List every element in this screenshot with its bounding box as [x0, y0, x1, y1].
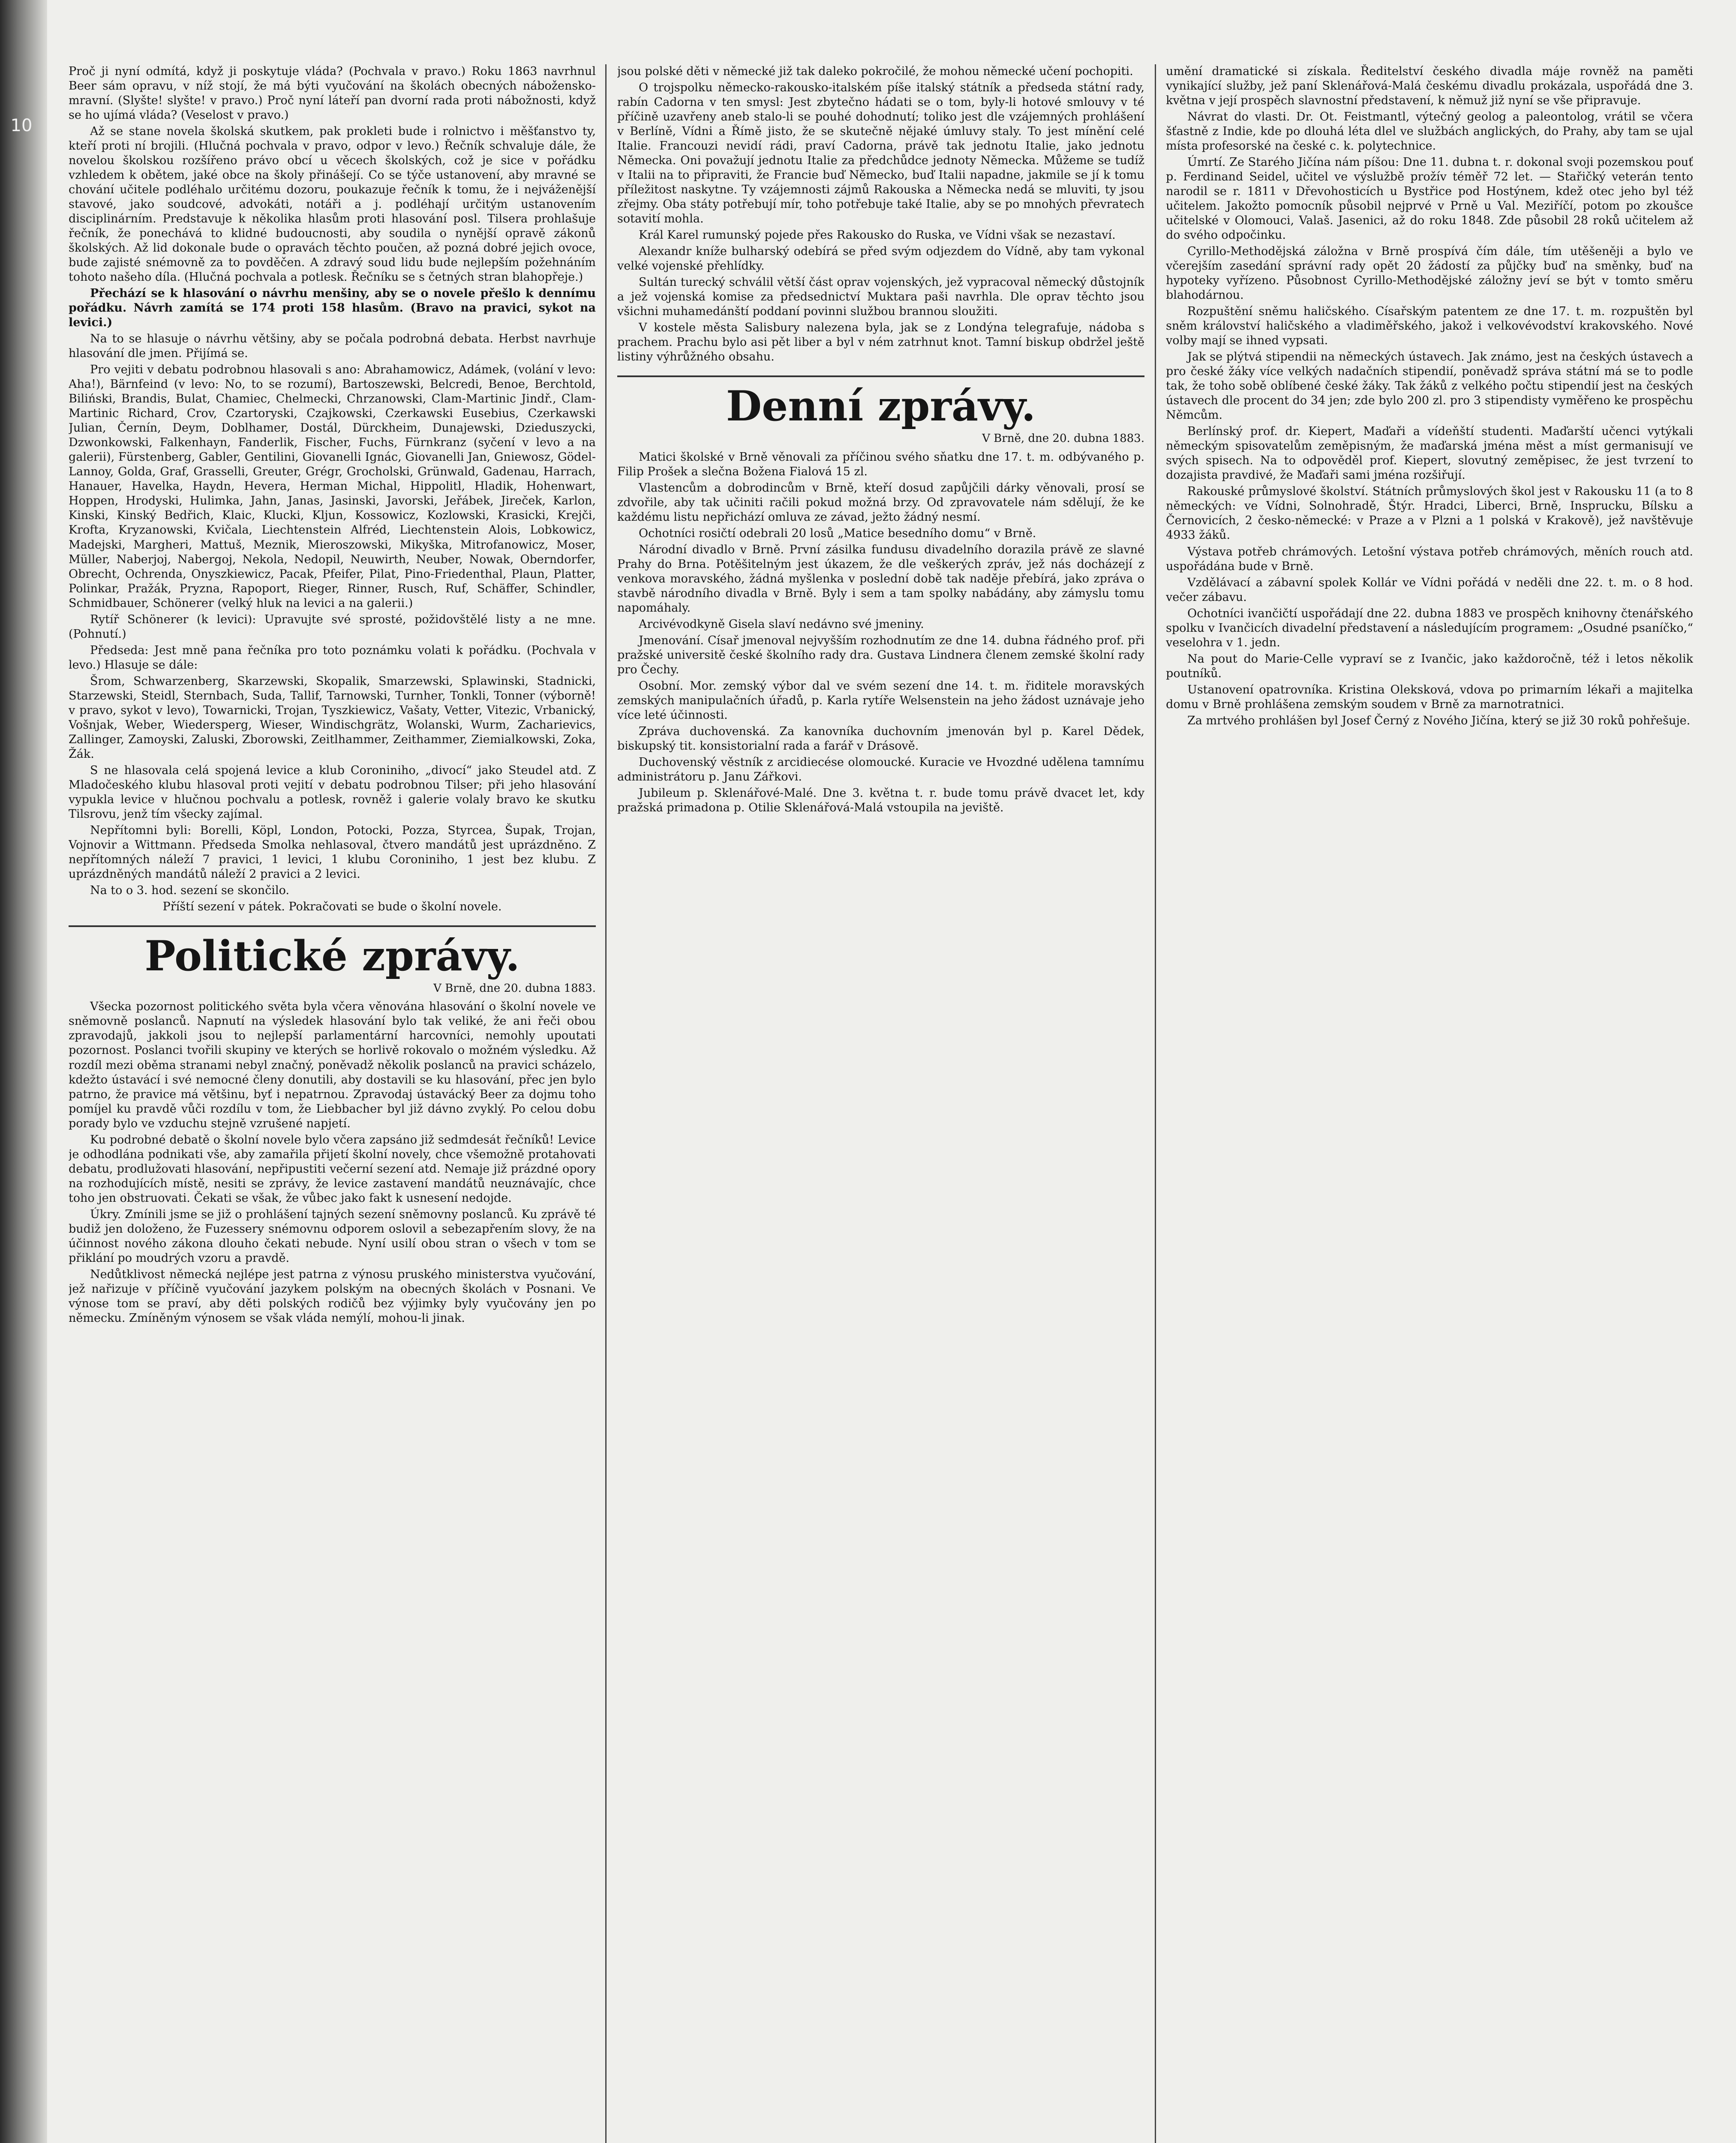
paragraph: Až se stane novela školská skutkem, pak prokleti bude i rolnictvo i měšťanstvo ty, kteří proti ní brojili. (Hlučná pochvala v pravo, odpor v levo.) Řečník schvaluje dále, že novelou školskou rozšířeno právo obcí u věcech školských, což je sice v pořádku vzhledem k obětem, jaké obce na školy přinášejí. Co se týče ustanovení, aby mravné se chování učitele podléhalo určitému dozoru, poukazuje řečník k tomu, že i nejváženější stavové, jako soudcové, advokáti, notáři a j. podléhají určitým ustanovením disciplinárním. Predstavuje k několika hlasům proti hlasování posl. Tilsera prohlašuje řečník, že ponechává to klidné budoucnosti, aby soudila o nynější opravě zákonů školských. Až lid dokonale bude o opravách těchto poučen, až pozná dobré jejich ovoce, bude zajisté snémovně za to povděčen. A zdravý soud lidu bude nejlepším požehnáním tohoto našeho díla. (Hlučná pochvala a potlesk. Řečníku se s četných stran blahopřeje.) — [69, 125, 596, 284]
paragraph: Na pout do Marie-Celle vypraví se z Ivančic, jako každoročně, též i letos několik poutníků. — [1166, 652, 1693, 680]
paragraph: Osobní. Mor. zemský výbor dal ve svém sezení dne 14. t. m. řiditele moravských zemských manipulačních úřadů, p. Karla rytíře Welsenstein na jeho žádost uznávaje jeho více leté účinnosti. — [617, 679, 1144, 722]
paragraph: Předseda: Jest mně pana řečníka pro toto poznámku volati k pořádku. (Pochvala v levo.) Hlasuje se dále: — [69, 643, 596, 672]
section-heading: Politické zprávy. — [69, 925, 596, 978]
paragraph: umění dramatické si získala. Ředitelství českého divadla máje rovněž na paměti vynikající služby, jež paní Sklenářová-Malá českému divadlu prokázala, uspořádá dne 3. května v její prospěch slavnostní představení, k němuž již nyní se vše připravuje. — [1166, 65, 1693, 108]
paragraph: Jubileum p. Sklenářové-Malé. Dne 3. května t. r. bude tomu právě dvacet let, kdy pražská primadona p. Otilie Sklenářová-Malá vstoupila na jeviště. — [617, 786, 1144, 815]
paragraph: Berlínský prof. dr. Kiepert, Maďaři a vídeňští studenti. Maďarští učenci vytýkali německým spisovatelům zeměpisným, že maďarská jména měst a míst germanisují ve svých spisech. Na to odpověděl prof. Kiepert, slovutný zeměpisec, že jest tvrzení to dozajista pravdivé, že Maďaři sami jména rozšiřují. — [1166, 425, 1693, 482]
paragraph: Šrom, Schwarzenberg, Skarzewski, Skopalik, Smarzewski, Splawinski, Stadnicki, Starzewski, Steidl, Sternbach, Suda, Tallif, Tarnowski, Turnher, Tonkli, Tonner (výborně! v pravo, sykot v levo), Towarnicki, Trojan, Tyszkiewicz, Vašaty, Vetter, Vitezic, Vrbanický, Vošnjak, Weber, Wiedersperg, Wieser, Windischgrätz, Wolanski, Wurm, Zacharievics, Zallinger, Zamoyski, Zaluski, Zborowski, Zeitlhammer, Zeithammer, Ziemialkowski, Zoka, Žák. — [69, 674, 596, 761]
paragraph: Jak se plýtvá stipendii na německých ústavech. Jak známo, jest na českých ústavech a pro české žáky více velkých nadačních stipendií, poněvadž správa státní má se to podle tak, že toho sobě oblíbené české žáky. Tak žáků z velkého počtu stipendií jest na českých ústavech dle procent do 34 jen; zde bylo 200 zl. pro 3 stipendisty vyměřeno ke prospěchu Němcům. — [1166, 350, 1693, 422]
paragraph: jsou polské děti v německé již tak daleko pokročilé, že mohou německé učení pochopiti. — [617, 65, 1133, 78]
paragraph: Král Karel rumunský pojede přes Rakousko do Ruska, ve Vídni však se nezastaví. — [639, 228, 1116, 242]
paragraph: Úkry. Zmínili jsme se již o prohlášení tajných sezení sněmovny poslanců. Ku zprávě té budiž jen doloženo, že Fuzessery snémovnu odporem oslovil a sebezapřením slovy, že na účinnost nového zákona dlouho čekati nebude. Nyní usilí obou stran o všech v tom se přiklání po moudrých vzoru a pravdě. — [69, 1207, 596, 1265]
paragraph: Ustanovení opatrovníka. Kristina Oleksková, vdova po primarním lékaři a majitelka domu v Brně prohlášena zemským soudem v Brně za marnotratnici. — [1166, 683, 1693, 711]
paragraph: Rytíř Schönerer (k levici): Upravujte své sprosté, požidovštělé listy a ne mne. (Pohnutí.) — [69, 612, 596, 641]
paragraph: Rozpuštění sněmu haličského. Císařským patentem ze dne 17. t. m. rozpuštěn byl sněm království haličského a vladiměřského, jakož i velkovévodství krakovského. Nové volby mají se ihned vypsati. — [1166, 305, 1693, 348]
dateline: V Brně, dne 20. dubna 1883. — [982, 432, 1144, 445]
paragraph: Za mrtvého prohlášen byl Josef Černý z Nového Jičína, který se již 30 roků pohřešuje. — [1187, 714, 1691, 727]
column-3 — [1166, 64, 1693, 2143]
paragraph: Cyrillo-Methodějská záložna v Brně prospívá čím dále, tím utěšeněji a bylo ve včerejším zasedání správní rady opět 20 žádostí za půjčky buď na směnky, buď na hypoteky vyřízeno. Působnost Cyrillo-Methodějské záložny jeví se být v tomto směru blahodárnou. — [1166, 245, 1693, 302]
paragraph: Národní divadlo v Brně. První zásilka fundusu divadelního dorazila právě ze slavné Prahy do Brna. Potěšitelným jest úkazem, že dle veškerých zpráv, jež nás docházejí z venkova moravského, žádná myšlenka v poslední době tak naděje přebírá, jako zpráva o stavbě národního divadla v Brně. Byly i sem a tam spolky nabádány, aby zámyslu tomu napomáhaly. — [617, 543, 1144, 615]
section-heading: Denní zprávy. — [617, 375, 1144, 428]
paragraph: Alexandr kníže bulharský odebírá se před svým odjezdem do Vídně, aby tam vykonal velké vojenské přehlídky. — [617, 245, 1144, 273]
paragraph: Pro vejiti v debatu podrobnou hlasovali s ano: Abrahamowicz, Adámek, (volání v levo: Aha!), Bärnfeind (v levo: No, to se rozumí), Bartoszewski, Belcredi, Benoe, Berchtold, Biliński, Brandis, Bulat, Chamiec, Chelmecki, Chrzanowski, Clam-Martinic Jindř., Clam-Martinic Richard, Crov, Czartoryski, Czajkowski, Czerkawski Eusebius, Czerkawski Julian, Černín, Deym, Doblhamer, Dostál, Dürckheim, Dunajewski, Dzieduszycki, Dzwonkowski, Falkenhayn, Fanderlik, Fischer, Fuchs, Fürnkranz (syčení v levo a na galerii), Fürstenberg, Gabler, Gentilini, Giovanelli Ignác, Giovanelli Jan, Gniewosz, Gödel-Lannoy, Golda, Graf, Grasselli, Greuter, Grégr, Grocholski, Grünwald, Gadenau, Harrach, Hanauer, Havelka, Haydn, Hevera, Herman Michal, Hippolitl, Hladik, Hohenwart, Hoppen, Hrodyski, Hulimka, Jahn, Janas, Jasinski, Javorski, Jeřábek, Jireček, Karlon, Kinski, Kinský Bedřich, Klaic, Klucki, Kljun, Kossowicz, Kozlowski, Krasicki, Krejči, Krofta, Kryzanowski, Kvičala, Liechtenstein Alfréd, Liechtenstein Alois, Lobkowicz, Madejski, Margheri, Mattuš, Meznik, Mieroszowski, Mikyška, Mitrofanowicz, Moser, Müller, Naberjoj, Nabergoj, Nekola, Nedopil, Neuwirth, Neuber, Nowak, Oberndorfer, Obrecht, Ochrenda, Onyszkiewicz, Pacak, Pfeifer, Pilat, Pino-Friedenthal, Plaun, Platter, Polinkar, Pražák, Pryzna, Rapoport, Rieger, Rinner, Rusch, Ruf, Schäffer, Schindler, Schmidbauer, Schönerer (velký hluk na levici a na galerii.) — [69, 363, 596, 610]
paragraph: Příští sezení v pátek. Pokračovati se bude o školní novele. — [162, 900, 502, 913]
paragraph: S ne hlasovala celá spojená levice a klub Coroniniho, „divocí“ jako Steudel atd. Z Mladočeského klubu hlasoval proti vejití v debatu podrobnou Tilser; při jeho hlasování vypukla levice v hlučnou pochvalu a potlesk, rovněž i galerie volaly bravo ke skutku Tilsrovu, jenž tím všecky zajímal. — [69, 763, 596, 821]
column-2 — [617, 64, 1144, 2143]
paragraph: Sultán turecký schválil větší část oprav vojenských, jež vypracoval německý důstojník a jež vojenská komise za předsednictví Muktara paši navrhla. Dle oprav těchto jsou všichni muhamedánští poddaní povinni službou brannou sloužiti. — [617, 276, 1144, 318]
paragraph: Všecka pozornost politického světa byla včera věnována hlasování o školní novele ve sněmovně poslanců. Napnutí na výsledek hlasování bylo tak veliké, že ani řeči obou zpravodajů, jakkoli jsou to nejlepší parlamentární harcovníci, nemohly upoutati pozornost. Poslanci tvořili skupiny ve kterých se horlivě rokovalo o možném výsledku. Až rozdíl mezi oběma stranami nebyl značný, poněvadž několik poslanců na pravici scházelo, kdežto ústavácí i své nemocné členy donutili, aby dostavili se ku hlasování, přec jen bylo patrno, že pravice má většinu, byť i nepatrnou. Zpravodaj ústavácký Beer za dojmu toho pomíjel ku pravdě vůči rozdílu v tom, že Liebbacher byl již dávno zvyklý. Po celou dobu porady bylo ve vzduchu stejně vzrušené napjetí. — [69, 1000, 596, 1130]
binding-margin — [0, 0, 47, 2143]
paragraph: Proč ji nyní odmítá, když ji poskytuje vláda? (Pochvala v pravo.) Roku 1863 navrhnul Beer sám opravu, v níž stojí, že má býti vyučování na školách obecných nábožensko-mravní. (Slyšte! slyšte! v pravo.) Proč nyní láteří pan dvorní rada proti nábožnosti, když se ho ujímá vláda? (Veselost v pravo.) — [69, 65, 596, 122]
paragraph: O trojspolku německo-rakousko-italském píše italský státník a předseda státní rady, rabín Cadorna v ten smysl: Jest zbytečno hádati se o tom, byly-li hotové smlouvy v té příčině uzavřeny aneb stalo-li se pouhé dohodnutí; toliko jest dle vzájemných prohlášení v Berlíně, Vídni a Římě jisto, že se skutečně nějaké úmluvy staly. To jest mínění celé Italie. Francouzi nevidí rádi, praví Cadorna, právě tak jednotu Italie, jako jednotu Německa. Oni považují jednotu Italie za předchůdce jednoty Německa. Můžeme se tudíž v Italii na to připraviti, že Francie buď Německo, buď Italii napadne, jakmile se jí k tomu příležitost naskytne. Ty vzájemnosti zájmů Rakouska a Německa nedá se mluviti, ty jsou zřejmy. Oba státy potřebují mír, toho potřebuje také Italie, aby se po mnohých převratech sotavití mohla. — [617, 81, 1144, 226]
margin-page-number: 10 — [10, 116, 33, 135]
column-rule — [605, 64, 607, 2143]
paragraph: Ochotníci ivančičtí uspořádají dne 22. dubna 1883 ve prospěch knihovny čtenářského spolku v Ivančicích divadelní představení a následujícím programem: „Osudné psaníčko,“ veselohra v 1. jedn. — [1166, 606, 1693, 649]
paragraph: Na to o 3. hod. sezení se skončilo. — [90, 883, 289, 897]
paragraph: Vlastencům a dobrodincům v Brně, kteří dosud zapůjčili dárky věnovali, prosí se zdvořile, aby tak učiniti račili pokud možná brzy. Od zpravovatele nám sdělují, že ke každému listu nepřichází omluva ze závad, ježto žádný nesmí. — [617, 481, 1144, 524]
paragraph: V kostele města Salisbury nalezena byla, jak se z Londýna telegrafuje, nádoba s prachem. Prachu bylo asi pět liber a byl v ném zatrhnut knot. Tamní biskup obdržel ještě listiny výhrůžného obsahu. — [617, 321, 1144, 364]
paragraph: Rakouské průmyslové školství. Státních průmyslových škol jest v Rakousku 11 (a to 8 německých: ve Vídni, Solnohradě, Štýr. Hradci, Liberci, Brně, Insprucku, Bílsku a Černovicích, 2 česko-německé: v Praze a v Plzni a 1 polská v Krakově), jež navštěvuje 4933 žáků. — [1166, 485, 1693, 542]
paragraph: Arcivévodkyně Gisela slaví nedávno své jmeniny. — [639, 618, 924, 631]
paragraph: Matici školské v Brně věnovali za příčinou svého sňatku dne 17. t. m. odbývaného p. Filip Prošek a slečna Božena Fialová 15 zl. — [617, 450, 1144, 478]
paragraph: Nepřítomni byli: Borelli, Köpl, London, Potocki, Pozza, Styrcea, Šupak, Trojan, Vojnovir a Wittmann. Předseda Smolka nehlasoval, čtvero mandátů jest uprázdněno. Z nepřítomných náleží 7 pravici, 1 levici, 1 klubu Coroniniho, 1 jest bez klubu. Z uprázdněných mandátů náleží 2 pravici a 2 levici. — [69, 823, 596, 881]
paragraph: Vzdělávací a zábavní spolek Kollár ve Vídni pořádá v neděli dne 22. t. m. o 8 hod. večer zábavu. — [1166, 576, 1693, 604]
paragraph: Nedůtklivost německá nejlépe jest patrna z výnosu pruského ministerstva vyučování, jež nařizuje v příčině vyučování jazykem polským na obecných školách v Posnani. Ve výnose tom se praví, aby děti polských rodičů bez výjimky byly vyučovány jen po německu. Zmíněným výnosem se však vláda nemýlí, mohou-li jinak. — [69, 1267, 596, 1325]
paragraph: Na to se hlasuje o návrhu většiny, aby se počala podrobná debata. Herbst navrhuje hlasování dle jmen. Přijímá se. — [69, 332, 596, 360]
paragraph: Přechází se k hlasování o návrhu menšiny, aby se o novele přešlo k dennímu pořádku. Návrh zamítá se 174 proti 158 hlasům. (Bravo na pravici, sykot na levici.) — [69, 287, 596, 330]
dateline: V Brně, dne 20. dubna 1883. — [433, 981, 596, 995]
paragraph: Jmenování. Císař jmenoval nejvyšším rozhodnutím ze dne 14. dubna řádného prof. při pražské universitě české školního rady dra. Gustava Lindnera členem zemské školní rady pro Čechy. — [617, 634, 1144, 677]
paragraph: Návrat do vlasti. Dr. Ot. Feistmantl, výtečný geolog a paleontolog, vrátil se včera šťastně z Indie, kde po dlouhá léta dlel ve službách anglických, do Prahy, aby tam se ujal místa profesorské na české c. k. polytechnice. — [1166, 110, 1693, 153]
paragraph: Ku podrobné debatě o školní novele bylo včera zapsáno již sedmdesát řečníků! Levice je odhodlána podnikati vše, aby zamařila přijetí školní novely, chce všemožně protahovati debatu, prodlužovati hlasování, nepřipustiti večerní sezení atd. Nemaje již prázdné opory na rozhodujících místě, nesiti se zprávy, že levice zastavení mandátů neuznávajíc, chce toho jen obstruovati. Čekati se však, že vůbec jako fakt k usnesení nedojde. — [69, 1133, 596, 1205]
column-1 — [69, 64, 596, 2143]
paragraph: Úmrtí. Ze Starého Jičína nám píšou: Dne 11. dubna t. r. dokonal svoji pozemskou pouť p. Ferdinand Seidel, učitel ve výslužbě prožív téměř 72 let. — Stařičký veterán tento narodil se r. 1811 v Dřevohosticích u Bystřice pod Hostýnem, kdež otec jeho byl též učitelem. Jakožto pomocník působil nejprvé v Prně u Val. Meziříčí, potom po zkoušce učitelské v Olomouci, Valaš. Jasenici, až do roku 1848. Zde působil 28 roků učitelem až do svého odpočinku. — [1166, 156, 1693, 242]
paragraph: Duchovenský věstník z arcidiecése olomoucké. Kuracie ve Hvozdné udělena tamnímu administrátoru p. Janu Zářkovi. — [617, 756, 1144, 784]
paragraph: Ochotníci rosičtí odebrali 20 losů „Matice besedního domu“ v Brně. — [639, 526, 1036, 540]
column-rule — [1155, 64, 1156, 2143]
paragraph: Výstava potřeb chrámových. Letošní výstava potřeb chrámových, měních rouch atd. uspořádána bude v Brně. — [1166, 545, 1693, 573]
paragraph: Zpráva duchovenská. Za kanovníka duchovním jmenován byl p. Karel Dědek, biskupský tit. konsistorialní rada a farář v Drásově. — [617, 725, 1144, 753]
